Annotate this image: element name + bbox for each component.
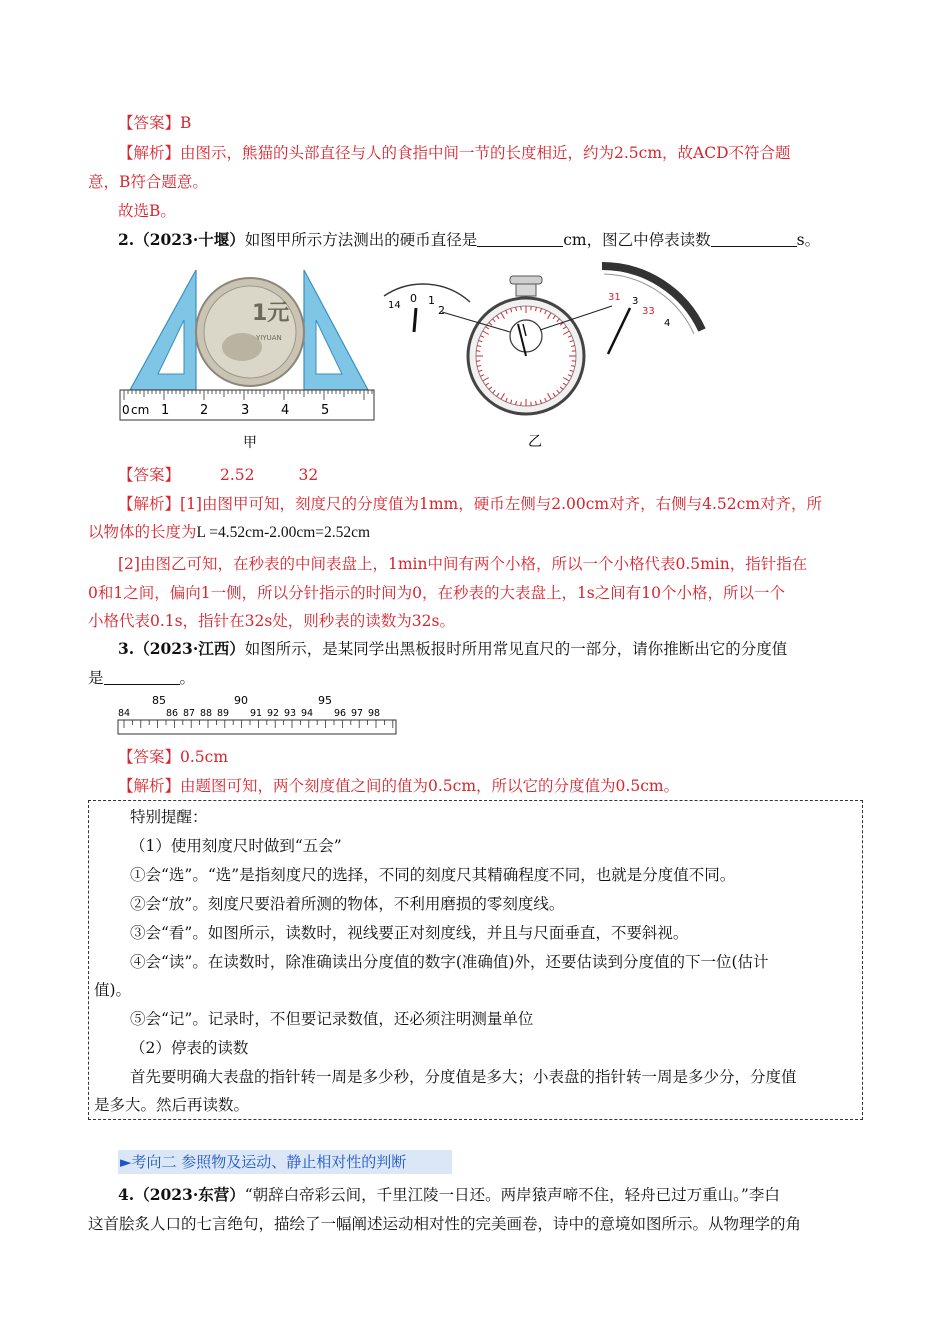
answer-value: 0.5cm — [180, 748, 229, 766]
answer-tag: 【答案】 — [118, 466, 181, 484]
q1-analysis-line2: 意，B符合题意。 — [88, 173, 208, 191]
ruler-unit: cm — [131, 403, 150, 417]
tips-line: 是多大。然后再读数。 — [94, 1096, 250, 1114]
figure-label-a: 甲 — [243, 435, 257, 451]
tips-line: （1）使用刻度尺时做到“五会” — [130, 837, 342, 855]
question-text: 。 — [179, 669, 196, 687]
ruler-small-label: 92 — [267, 708, 280, 719]
ruler-small-label: 96 — [334, 708, 347, 719]
figure-label-b: 乙 — [528, 434, 542, 450]
question-text: “朝辞白帝彩云间，千里江陵一日还。两岸猿声啼不住，轻舟已过万重山。”李白 — [244, 1186, 780, 1204]
ruler-big-label: 90 — [234, 694, 248, 707]
tips-line: ④会“读”。在读数时，除准确读出分度值的数字(准确值)外，还要估读到分度值的下一位(估计 — [130, 953, 769, 971]
minute-pointer — [414, 308, 416, 332]
ruler-label: 4 — [281, 403, 290, 418]
ruler-small-label: 94 — [301, 708, 314, 719]
q2-stem — [118, 229, 820, 251]
tips-line: （2）停表的读数 — [130, 1039, 249, 1057]
question-number: 2. — [118, 230, 135, 249]
tips-line: ⑤会“记”。记录时，不但要记录数值，还必须注明测量单位 — [130, 1010, 534, 1028]
ruler-label: 3 — [241, 403, 250, 418]
tips-title: 特别提醒： — [130, 808, 208, 826]
ruler-small-label: 87 — [183, 708, 196, 719]
question-text: 如图所示，是某同学出黑板报时所用常见直尺的一部分，请你推断出它的分度值 — [244, 640, 788, 658]
dial-label: 33 — [642, 306, 655, 317]
q2-analysis-line5: 小格代表0.1s，指针在32s处，则秒表的读数为32s。 — [88, 612, 455, 630]
ruler-small-label: 91 — [250, 708, 263, 719]
answer-value: 32 — [298, 466, 319, 484]
coin-small-text: YIYUAN — [256, 334, 282, 342]
ruler-label: 0 — [122, 403, 130, 417]
q2-answer — [118, 464, 318, 486]
analysis-tag: 【解析】 — [118, 495, 181, 513]
answer-tag: 【答案】 — [118, 114, 181, 132]
tips-line: ①会“选”。“选”是指刻度尺的选择，不同的刻度尺其精确程度不同，也就是分度值不同。 — [130, 866, 736, 884]
length-formula: L =4.52cm-2.00cm=2.52cm — [196, 524, 371, 541]
answer-value: 2.52 — [220, 466, 255, 484]
question-source: （2023·十堰） — [134, 230, 245, 249]
dial-label: 4 — [664, 318, 671, 329]
answer-blank[interactable] — [711, 230, 797, 247]
ruler-small-label: 97 — [351, 708, 364, 719]
ruler-big-label: 95 — [318, 694, 332, 707]
question-source: （2023·江西） — [134, 639, 245, 658]
answer-blank[interactable] — [477, 230, 563, 247]
question-text: 是 — [88, 669, 104, 687]
analysis-tag: 【解析】 — [118, 144, 181, 162]
ruler-small-label: 98 — [368, 708, 381, 719]
question-source: （2023·东营） — [134, 1185, 245, 1204]
stopwatch-button — [510, 276, 542, 284]
analysis-text: 由图示，熊猫的头部直径与人的食指中间一节的长度相近，约为2.5cm，故ACD不符合题 — [180, 144, 791, 162]
analysis-tag: 【解析】 — [118, 777, 181, 795]
tips-line: 首先要明确大表盘的指针转一周是多少秒，分度值是多大；小表盘的指针转一周是多少分，分度值 — [130, 1068, 797, 1086]
q3-stem — [118, 638, 787, 660]
question-text: cm，图乙中停表读数 — [563, 231, 711, 249]
dial-label: 1 — [428, 294, 435, 307]
stopwatch-figure — [380, 258, 710, 456]
dial-label: 31 — [608, 292, 621, 303]
dial-label: 0 — [410, 292, 417, 305]
answer-value: B — [180, 114, 192, 132]
ruler-label: 2 — [200, 403, 209, 418]
question-number: 3. — [118, 639, 135, 658]
coin-ruler-figure — [118, 262, 378, 454]
ruler-small-label: 86 — [166, 708, 179, 719]
ruler-label: 5 — [321, 403, 330, 418]
ruler-small-label: 93 — [284, 708, 297, 719]
q1-analysis-line1 — [118, 142, 791, 164]
question-text: s。 — [796, 231, 821, 249]
ruler-small-label: 84 — [118, 708, 131, 719]
q2-analysis-line1 — [118, 493, 822, 515]
coin-text: 1元 — [252, 301, 290, 326]
q2-analysis-line2 — [88, 521, 370, 544]
second-pointer — [608, 308, 630, 354]
answer-tag: 【答案】 — [118, 748, 181, 766]
analysis-text: 由题图可知，两个刻度值之间的值为0.5cm，所以它的分度值为0.5cm。 — [180, 777, 680, 795]
dial-label: 14 — [388, 300, 401, 311]
answer-blank[interactable] — [104, 668, 180, 685]
q3-answer — [118, 746, 228, 768]
straight-ruler-figure — [116, 692, 400, 738]
q4-stem-line1 — [118, 1184, 780, 1206]
q2-analysis-line3: [2]由图乙可知，在秒表的中间表盘上，1min中间有两个小格，所以一个小格代表0.5min，指针指在 — [118, 555, 808, 573]
tips-line: 值)。 — [94, 981, 132, 999]
question-number: 4. — [118, 1185, 135, 1204]
section-banner: ►考向二 参照物及运动、静止相对性的判断 — [118, 1150, 452, 1174]
q1-conclusion: 故选B。 — [118, 202, 176, 220]
coin-inner-ring — [204, 286, 296, 378]
straight-ruler-body — [118, 720, 396, 734]
q4-stem-line2: 这首脍炙人口的七言绝句，描绘了一幅阐述运动相对性的完美画卷，诗中的意境如图所示。从物理学的角 — [88, 1215, 802, 1233]
q3-analysis — [118, 775, 679, 797]
ruler-big-label: 85 — [152, 694, 166, 707]
q2-analysis-line4: 0和1之间，偏向1一侧，所以分针指示的时间为0，在秒表的大表盘上，1s之间有10个小格，所以一个 — [88, 584, 785, 602]
analysis-text: [1]由图甲可知，刻度尺的分度值为1mm，硬币左侧与2.00cm对齐，右侧与4.52cm对齐，所 — [180, 495, 823, 513]
tips-line: ③会“看”。如图所示，读数时，视线要正对刻度线，并且与尺面垂直，不要斜视。 — [130, 924, 689, 942]
q1-answer — [118, 112, 191, 134]
ruler-small-label: 88 — [200, 708, 213, 719]
q3-stem-line2 — [88, 667, 195, 689]
analysis-text: 以物体的长度为 — [88, 523, 197, 541]
dial-label: 3 — [632, 296, 639, 307]
tips-line: ②会“放”。刻度尺要沿着所测的物体，不利用磨损的零刻度线。 — [130, 895, 565, 913]
question-text: 如图甲所示方法测出的硬币直径是 — [244, 231, 478, 249]
ruler-small-label: 89 — [217, 708, 230, 719]
ruler-label: 1 — [161, 403, 170, 418]
dial-label: 2 — [438, 304, 445, 317]
